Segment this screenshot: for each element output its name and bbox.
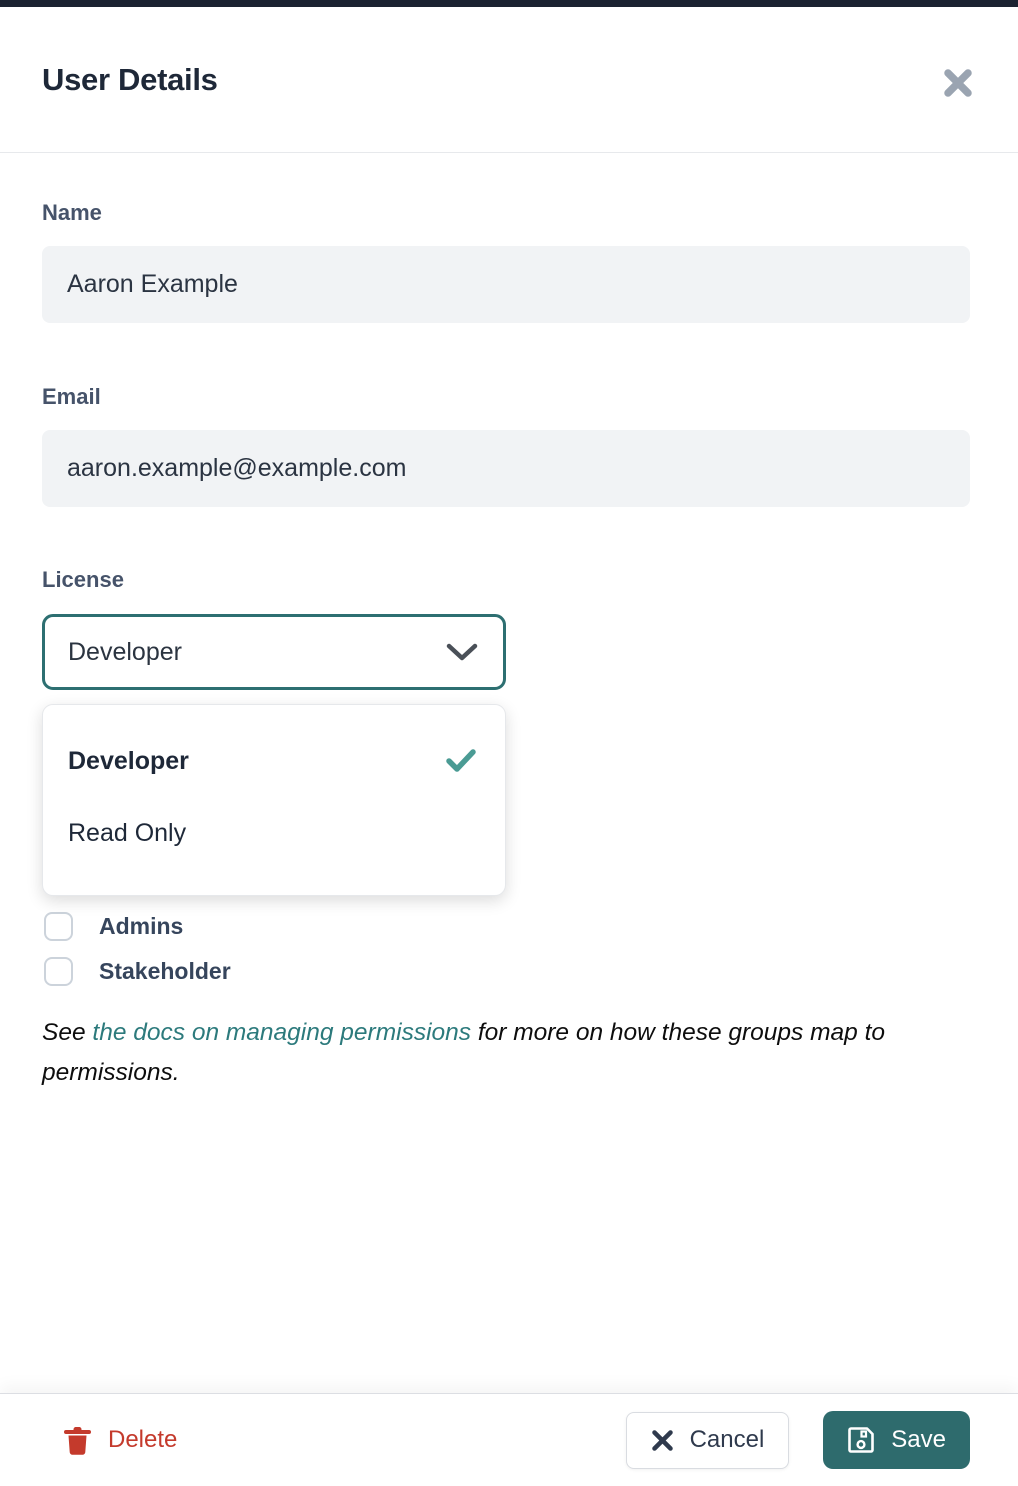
permissions-help-text [42,1013,962,1093]
modal-footer [0,1393,1018,1486]
admins-checkbox[interactable] [44,912,73,941]
modal-header [0,7,1018,153]
license-option-read-only[interactable] [43,797,505,869]
chevron-down-icon [445,641,479,663]
close-x-icon [940,65,976,101]
cancel-button[interactable] [626,1412,790,1469]
check-icon [445,748,477,774]
group-row-stakeholder[interactable] [42,957,970,986]
cancel-x-icon [651,1429,674,1452]
name-field[interactable] [42,246,970,323]
admins-checkbox-label: Admins [99,913,184,939]
close-button[interactable] [936,61,980,105]
option-label: Developer [68,746,189,775]
license-selected-value: Developer [68,637,182,666]
option-label: Read Only [68,818,187,847]
top-accent-bar [0,0,1018,7]
license-option-developer[interactable] [43,725,505,797]
license-dropdown-menu [42,704,506,896]
delete-button-label: Delete [108,1426,178,1453]
email-label: Email [42,384,101,409]
modal-body [0,200,1018,1093]
floppy-disk-icon [847,1426,875,1454]
email-field[interactable] [42,430,970,507]
group-row-admins[interactable] [42,912,970,941]
permissions-docs-link[interactable]: the docs on managing permissions [92,1019,472,1046]
stakeholder-checkbox-label: Stakeholder [99,958,231,984]
stakeholder-checkbox[interactable] [44,957,73,986]
cancel-button-label: Cancel [689,1426,765,1453]
delete-button[interactable] [64,1425,177,1456]
license-select[interactable] [42,614,506,690]
trash-icon [64,1425,91,1456]
save-button[interactable] [823,1411,970,1469]
save-button-label: Save [891,1426,946,1453]
help-suffix: for more on how these groups map to permissions. [42,1019,886,1086]
footer-actions [626,1411,970,1469]
page-title: User Details [42,62,218,97]
name-label: Name [42,200,102,225]
license-label: License [42,567,124,592]
help-prefix: See [42,1019,93,1046]
